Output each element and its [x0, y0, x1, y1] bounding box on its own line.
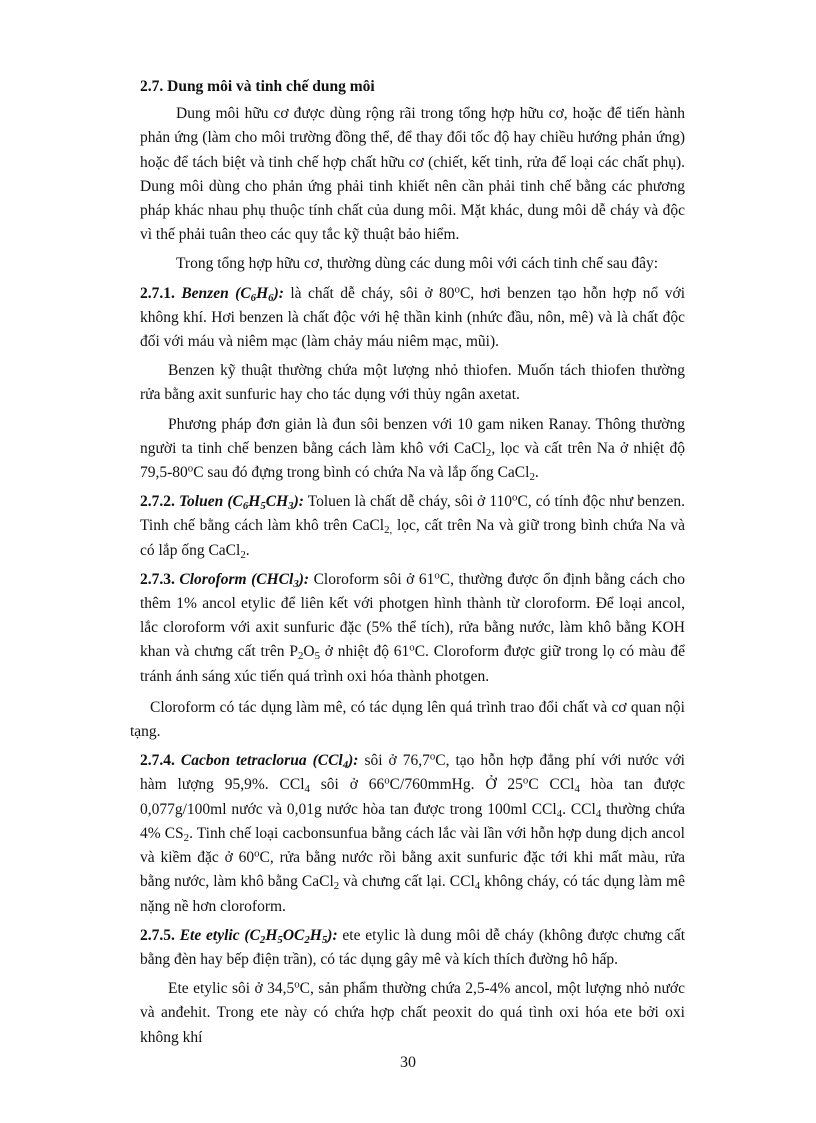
section-title: 2.7. Dung môi và tinh chế dung môi	[140, 78, 375, 95]
toluen-paragraph: 2.7.2. Toluen $(C_6H_5CH_3)$: Toluen là chất dễ cháy, sôi ở 110$^o$C, có tính độc như benzen. Tinh chế bằng cách làm khô trên CaCl$_{2,}$ lọc, cất trên Na và giữ trong bình chứa Na và có lắp ống CaCl$_2$.	[140, 491, 685, 561]
benzen-paragraph-2: Benzen kỹ thuật thường chứa một lượng nhỏ thiofen. Muốn tách thiofen thường rửa bằng axit sunfuric hay cho tác dụng với thủy ngân axetat.	[140, 362, 685, 404]
ete-paragraph: 2.7.5. Ete etylic $(C_2H_5OC_2H_5)$: ete etylic là dung môi dễ cháy (không được chưng cất bằng đèn hay bếp điện trần), có tác dụng gây mê và kích thích đường hô hấp.	[140, 926, 686, 968]
document-page	[130, 75, 686, 1050]
benzen-paragraph: 2.7.1. Benzen $(C_6H_6)$: là chất dễ cháy, sôi ở 80$^o$C, hơi benzen tạo hỗn hợp nổ với không khí. Hơi benzen là chất độc với hệ thần kinh (nhức đầu, nôn, mê) và là chất độc đối với máu và niêm mạc (làm chảy máu niêm mạc, mũi).	[140, 283, 686, 351]
ete-term: Ete etylic $(C_2H_5OC_2H_5)$:	[179, 926, 338, 946]
cloroform-term: Cloroform (CHCl$_3$):	[179, 570, 310, 590]
benzen-paragraph-3: Phương pháp đơn giản là đun sôi benzen với 10 gam niken Ranay. Thông thường người ta tinh chế benzen bằng cách làm khô với CaCl$_2$, lọc và cất trên Na ở nhiệt độ 79,5-80$^o$C sau đó đựng trong bình có chứa Na và lắp ống CaCl$_2$.	[140, 415, 685, 484]
subsection-number: 2.7.5.	[140, 926, 175, 944]
intro-paragraph: Dung môi hữu cơ được dùng rộng rãi trong tổng hợp hữu cơ, hoặc để tiến hành phản ứng (làm cho môi trường đồng thể, để thay đổi tốc độ hay chiều hướng phản ứng) hoặc để tách biệt và tinh chế hợp chất hữu cơ (chiết, kết tinh, rửa để loại các chất phụ). Dung môi dùng cho phản ứng phải tinh khiết nên cần phải tinh chế bằng các phương pháp khác nhau phụ thuộc tính chất của dung môi. Mặt khác, dung môi dễ cháy và độc vì thế phải tuân theo các quy tắc kỹ thuật bảo hiểm.	[140, 105, 685, 244]
cloroform-paragraph: 2.7.3. Cloroform (CHCl$_3$): Cloroform sôi ở 61$^o$C, thường được ổn định bằng cách cho thêm 1% ancol etylic để liên kết với photgen hình thành từ cloroform. Để loại ancol, lắc cloroform với axit sunfuric đặc (5% thể tích), rửa bằng nước, làm khô bằng KOH khan và chưng cất trên $P_2O_5$ ở nhiệt độ 61$^o$C. Cloroform được giữ trong lọ có màu để tránh ánh sáng xúc tiến quá trình oxi hóa thành photgen.	[140, 569, 685, 685]
subsection-number: 2.7.4.	[140, 752, 175, 770]
ccl4-paragraph: 2.7.4. Cacbon tetraclorua (CCl$_4$): sôi ở 76,7$^o$C, tạo hỗn hợp đẳng phí với nước với hàm lượng 95,9%. CCl$_4$ sôi ở 66$^o$C/760mmHg. Ở 25$^o$C CCl$_4$ hòa tan được 0,077g/100ml nước và 0,01g nước hòa tan được trong 100ml CCl$_4$. CCl$_4$ thường chứa 4% $CS_2$. Tinh chế loại cacbonsunfua bằng cách lắc vài lần với hỗn hợp dung dịch ancol và kiềm đặc ở 60$^o$C, rửa bằng nước rồi bằng axit sunfuric đặc tới khi mất màu, rửa bằng nước, làm khô bằng CaCl$_2$ và chưng cất lại. CCl$_4$ không cháy, có tác dụng làm mê nặng nề hơn cloroform.	[140, 750, 686, 915]
subsection-number: 2.7.2.	[140, 493, 175, 511]
subsection-number: 2.7.1.	[140, 284, 175, 302]
page-number: 30	[400, 1054, 416, 1071]
intro-paragraph-2: Trong tổng hợp hữu cơ, thường dùng các dung môi với cách tinh chế sau đây:	[176, 255, 659, 273]
subsection-number: 2.7.3.	[140, 570, 175, 588]
cloroform-paragraph-2: Cloroform có tác dụng làm mê, có tác dụng lên quá trình trao đổi chất và cơ quan nội tạng.	[130, 698, 685, 741]
ete-paragraph-2: Ete etylic sôi ở 34,5$^o$C, sản phẩm thường chứa 2,5-4% ancol, một lượng nhỏ nước và anđehit. Trong ete này có chứa hợp chất peoxit do quá tình oxi hóa ete bởi oxi không khí	[140, 978, 685, 1046]
benzen-term: Benzen $(C_6H_6)$:	[181, 284, 284, 304]
toluen-term: Toluen $(C_6H_5CH_3)$:	[178, 493, 304, 513]
ccl4-term: Cacbon tetraclorua (CCl$_4$):	[180, 752, 359, 772]
